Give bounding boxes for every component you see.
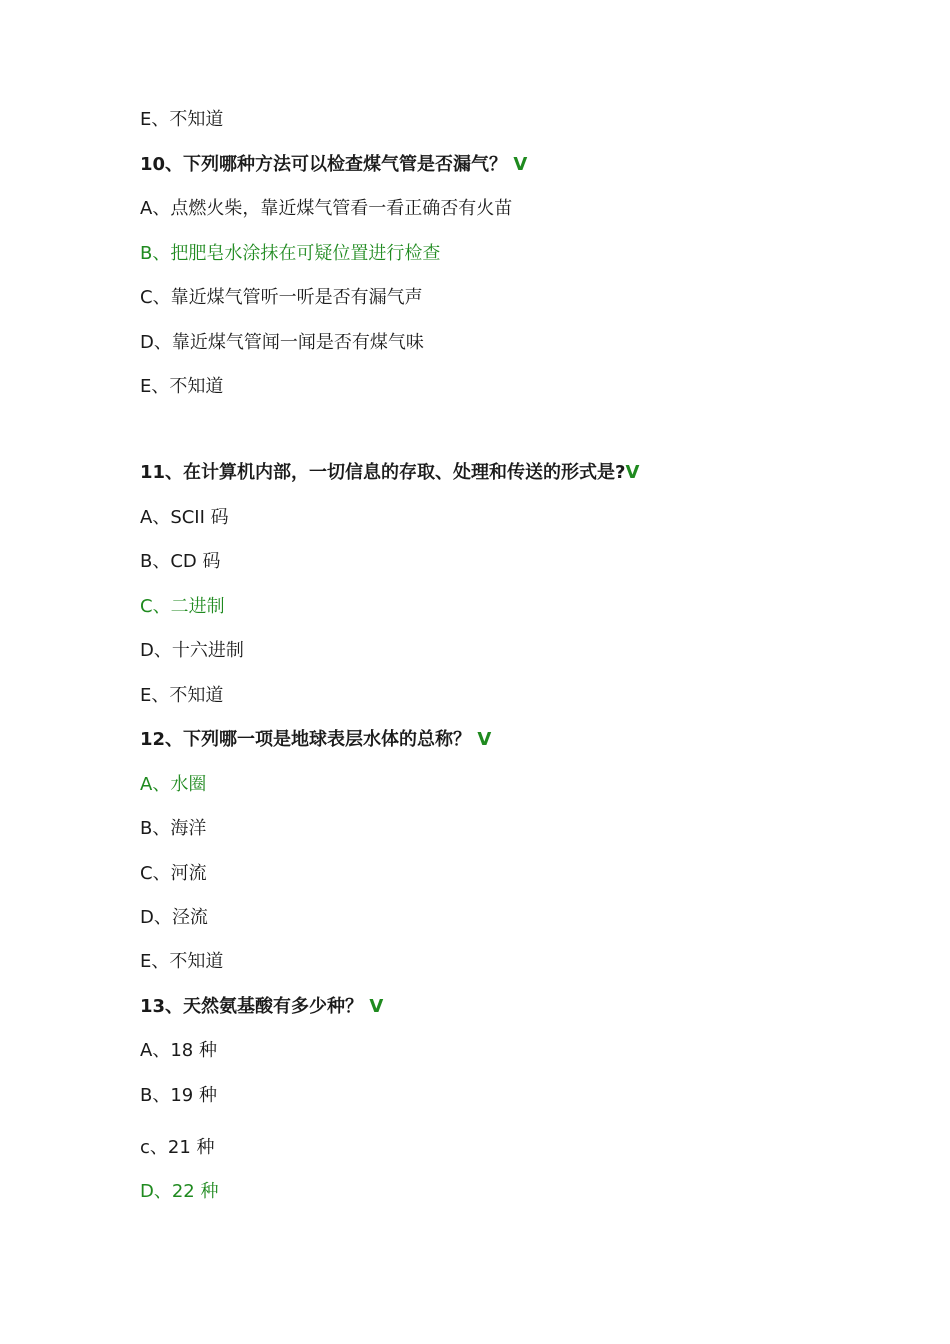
correct-mark: V xyxy=(513,154,528,175)
option-line: C、河流 xyxy=(140,863,207,884)
question-12: 12、下列哪一项是地球表层水体的总称？ V xyxy=(140,729,492,750)
option-line: E、不知道 xyxy=(140,109,224,130)
correct-option: B、把肥皂水涂抹在可疑位置进行检查 xyxy=(140,243,441,264)
option-line: D、十六进制 xyxy=(140,640,244,661)
option-line: c、21 种 xyxy=(140,1137,215,1158)
question-11: 11、在计算机内部，一切信息的存取、处理和传送的形式是?V xyxy=(140,462,640,483)
correct-option: D、22 种 xyxy=(140,1181,219,1202)
question-10: 10、下列哪种方法可以检查煤气管是否漏气？ V xyxy=(140,154,528,175)
correct-mark: V xyxy=(477,729,492,750)
option-line: B、19 种 xyxy=(140,1085,217,1106)
question-13: 13、天然氨基酸有多少种？ V xyxy=(140,996,384,1017)
correct-option: C、二进制 xyxy=(140,596,225,617)
option-line: E、不知道 xyxy=(140,376,224,397)
option-line: A、点燃火柴，靠近煤气管看一看正确否有火苗 xyxy=(140,198,513,219)
correct-mark: V xyxy=(625,462,640,483)
option-line: B、海洋 xyxy=(140,818,207,839)
option-line: B、CD 码 xyxy=(140,551,221,572)
option-line: E、不知道 xyxy=(140,951,224,972)
option-line: A、18 种 xyxy=(140,1040,217,1061)
correct-mark: V xyxy=(369,996,384,1017)
option-line: C、靠近煤气管听一听是否有漏气声 xyxy=(140,287,423,308)
option-line: D、靠近煤气管闻一闻是否有煤气味 xyxy=(140,332,424,353)
option-line: E、不知道 xyxy=(140,685,224,706)
option-line: D、泾流 xyxy=(140,907,208,928)
correct-option: A、水圈 xyxy=(140,774,207,795)
option-line: A、SCII 码 xyxy=(140,507,229,528)
